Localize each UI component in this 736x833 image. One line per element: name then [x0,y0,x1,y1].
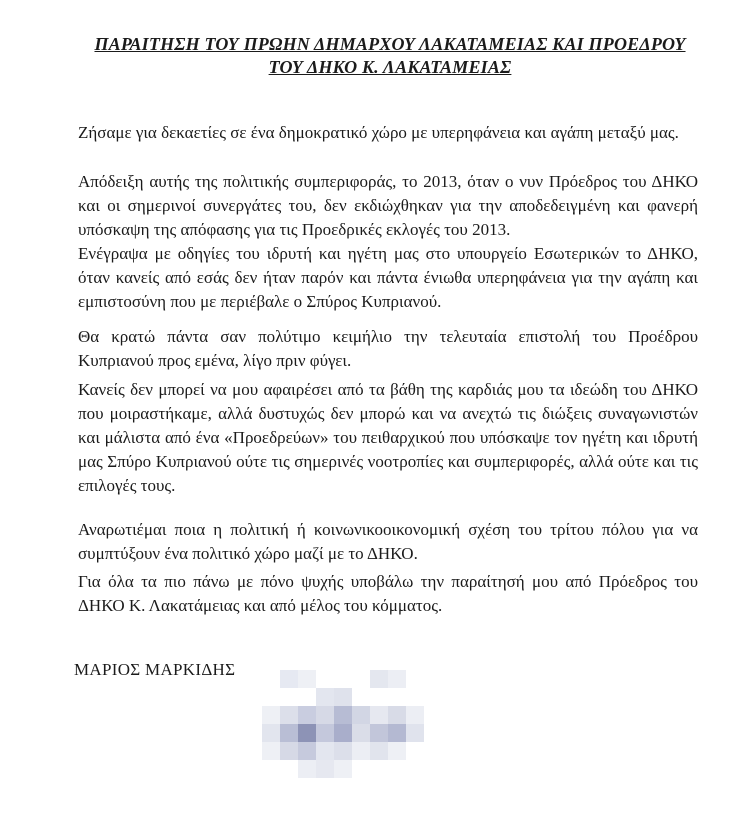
paragraph-7: Για όλα τα πιο πάνω με πόνο ψυχής υποβάλω την παραίτησή μου από Πρόεδρος του ΔΗΚΟ Κ. Λακατάμειας και από μέλος του κόμματος. [78,572,698,615]
document-title-line-2: ΤΟΥ ΔΗΚΟ Κ. ΛΑΚΑΤΑΜΕΙΑΣ [268,57,512,77]
paragraph-1: Ζήσαμε για δεκαετίες σε ένα δημοκρατικό χώρο με υπερηφάνεια και αγάπη μεταξύ μας. [78,123,679,142]
paragraph-6: Αναρωτιέμαι ποια η πολιτική ή κοινωνικοοικονομική σχέση του τρίτου πόλου για να συμπτύξουν ένα πολιτικό χώρο μαζί με το ΔΗΚΟ. [78,520,698,563]
signer-name: ΜΑΡΙΟΣ ΜΑΡΚΙΔΗΣ [74,660,236,679]
paragraph-5: Κανείς δεν μπορεί να μου αφαιρέσει από τα βάθη της καρδιάς μου τα ιδεώδη του ΔΗΚΟ που μοιραστήκαμε, αλλά δυστυχώς δεν μπορώ και να ανεχτώ τις διώξεις συναγωνιστών και μάλιστα από ένα «Προεδρεύων» του πειθαρχικού που υπόσκαψε τον ηγέτη και ιδρυτή μας Σπύρο Κυπριανού ούτε τις σημερινές νοοτροπίες και συμπεριφορές, αλλά ούτε και τις επιλογές τους. [78,380,698,495]
paragraph-3: Ενέγραψα με οδηγίες του ιδρυτή και ηγέτη μας στο υπουργείο Εσωτερικών το ΔΗΚΟ, όταν κανείς από εσάς δεν ήταν παρόν και πάντα ένιωθα υπερηφάνεια για την αγάπη και εμπιστοσύνη που με περιέβαλε ο Σπύρος Κυπριανού. [78,244,698,311]
paragraph-2: Απόδειξη αυτής της πολιτικής συμπεριφοράς, το 2013, όταν ο νυν Πρόεδρος του ΔΗΚΟ και οι σημερινοί συνεργάτες του, δεν εκδιώχθηκαν για την αποδεδειγμένη και φανερή υπόσκαψη της απόφασης για τις Προεδρικές εκλογές του 2013. [78,172,698,239]
document-title-line-1: ΠΑΡΑΙΤΗΣΗ ΤΟΥ ΠΡΩΗΝ ΔΗΜΑΡΧΟΥ ΛΑΚΑΤΑΜΕΙΑΣ ΚΑΙ ΠΡΟΕΔΡΟΥ [94,34,686,54]
pixelated-signature-icon [250,650,450,825]
paragraph-4: Θα κρατώ πάντα σαν πολύτιμο κειμήλιο την τελευταία επιστολή του Προέδρου Κυπριανού προς εμένα, λίγο πριν φύγει. [78,327,698,370]
